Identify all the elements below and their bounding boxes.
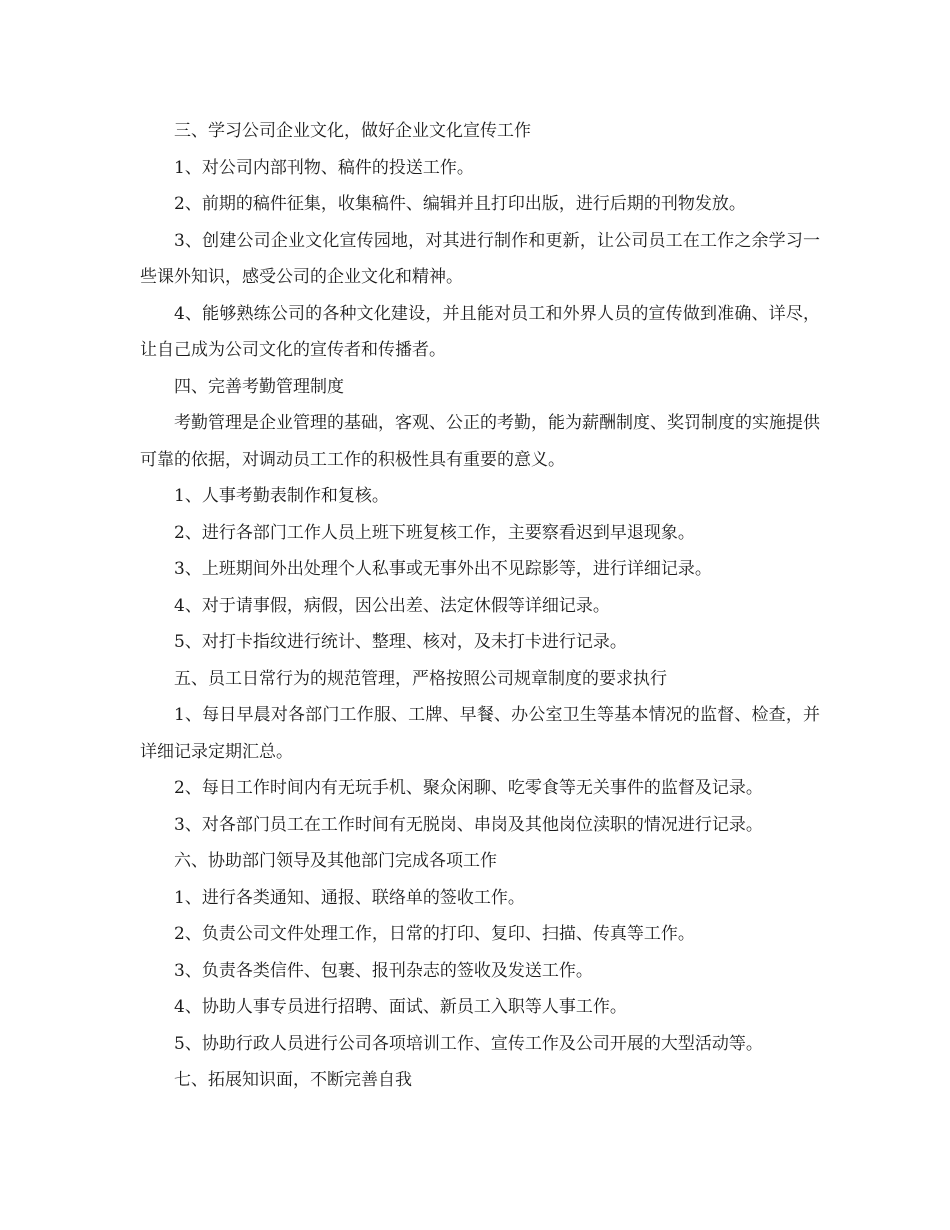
list-item: 1、人事考勤表制作和复核。 (174, 486, 389, 506)
list-item: 2、进行各部门工作人员上班下班复核工作，主要察看迟到早退现象。 (174, 522, 695, 543)
body-paragraph: 考勤管理是企业管理的基础，客观、公正的考勤，能为薪酬制度、奖罚制度的实施提供可靠的依据，对调动员工工作的积极性具有重要的意义。 (140, 413, 820, 470)
list-item: 1、进行各类通知、通报、联络单的签收工作。 (174, 887, 525, 908)
list-item: 3、对各部门员工在工作时间有无脱岗、串岗及其他岗位渎职的情况进行记录。 (174, 814, 763, 835)
section-heading-5: 五、员工日常行为的规范管理，严格按照公司规章制度的要求执行 (174, 668, 667, 689)
list-item: 3、创建公司企业文化宣传园地，对其进行制作和更新，让公司员工在工作之余学习一些课外知识，感受公司的企业文化和精神。 (140, 230, 820, 287)
list-item: 3、负责各类信件、包裹、报刊杂志的签收及发送工作。 (174, 960, 593, 981)
list-item: 2、负责公司文件处理工作，日常的打印、复印、扫描、传真等工作。 (174, 924, 695, 944)
list-item: 4、能够熟练公司的各种文化建设，并且能对员工和外界人员的宣传做到准确、详尽，让自己成为公司文化的宣传者和传播者。 (140, 303, 820, 360)
list-item: 2、前期的稿件征集，收集稿件、编辑并且打印出版，进行后期的刊物发放。 (174, 194, 746, 214)
list-item: 4、对于请事假，病假，因公出差、法定休假等详细记录。 (174, 595, 610, 616)
section-heading-4: 四、完善考勤管理制度 (174, 376, 344, 397)
document-body (140, 113, 820, 1099)
list-item: 1、对公司内部刊物、稿件的投送工作。 (174, 157, 474, 178)
list-item: 1、每日早晨对各部门工作服、工牌、早餐、办公室卫生等基本情况的监督、检查，并详细记录定期汇总。 (140, 705, 820, 762)
list-item: 3、上班期间外出处理个人私事或无事外出不见踪影等，进行详细记录。 (174, 559, 712, 579)
list-item: 5、对打卡指纹进行统计、整理、核对，及未打卡进行记录。 (174, 632, 627, 652)
section-heading-7: 七、拓展知识面，不断完善自我 (174, 1070, 412, 1090)
section-heading-3: 三、学习公司企业文化，做好企业文化宣传工作 (174, 121, 531, 141)
section-heading-6: 六、协助部门领导及其他部门完成各项工作 (174, 851, 497, 871)
list-item: 4、协助人事专员进行招聘、面试、新员工入职等人事工作。 (174, 997, 627, 1017)
list-item: 2、每日工作时间内有无玩手机、聚众闲聊、吃零食等无关事件的监督及记录。 (174, 778, 763, 798)
list-item: 5、协助行政人员进行公司各项培训工作、宣传工作及公司开展的大型活动等。 (174, 1033, 763, 1054)
